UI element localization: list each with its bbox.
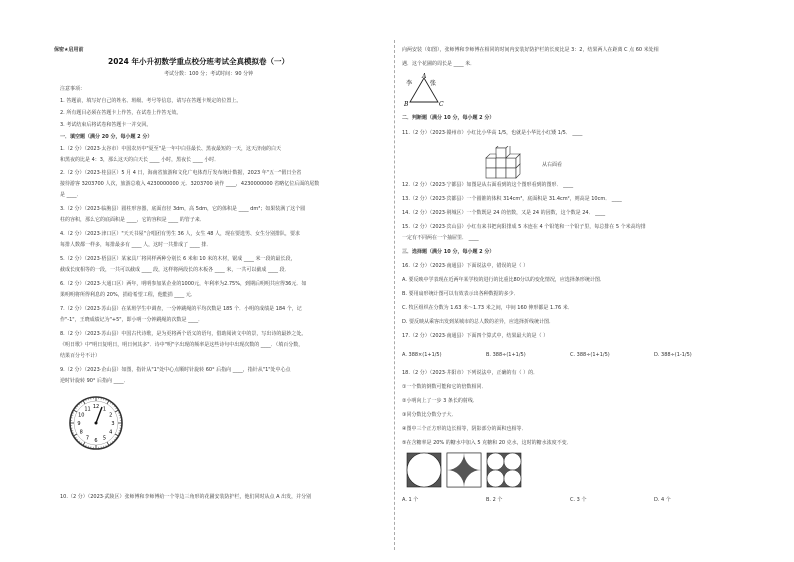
section3-heading: 三．选择题（满分 10 分，每小题 2 分） bbox=[402, 249, 495, 255]
cube-view-label: 从右面看 bbox=[542, 162, 563, 168]
question-line: 14.（2 分）（2023·荆城区）一个数既是 24 的倍数，又是 24 的因数，这个数是 24． ____ bbox=[402, 210, 606, 216]
statement-line: ②小明向上了一步 3 条长的射线． bbox=[402, 398, 478, 404]
question-line: 柱的容积，那么它的底面积是 ____，它的容积是 ____ 的管子来． bbox=[60, 217, 205, 223]
statement-line: ①一个数的倒数可能和它的倍数相同． bbox=[402, 384, 487, 390]
option-line: B. 要用扇形统计图可以有效表示出各种数据的多少． bbox=[402, 291, 519, 297]
note-item: 1. 答题前，填写好自己的姓名、班级、考号等信息，请写在答题卡规定的位置上。 bbox=[60, 98, 242, 104]
question-line: 7.（2 分）（2023·苏山县）在某班学生中调查，一分钟跳绳的平均次数是 185 个．小明的成绩是 184 个，记 bbox=[60, 306, 302, 312]
question-line: 接待游客 3203700 人次，旅游总收入 4230000000 元．3203700 读作 ____，4230000000 省略亿位后面的尾数 bbox=[60, 181, 320, 187]
clock-numeral: 1 bbox=[102, 406, 107, 413]
question-line: 16.（2 分）（2023·南通县）下面说法中，错误的是（ ） bbox=[402, 263, 529, 269]
option-a: A. 388×(1+1/5) bbox=[402, 352, 442, 358]
option-c: C. 388÷(1+1/5) bbox=[570, 352, 610, 358]
option-b: B. 388÷(1+1/5) bbox=[486, 352, 526, 358]
left-column bbox=[54, 0, 390, 562]
clock-numeral: 12 bbox=[92, 404, 100, 410]
clock-numeral: 3 bbox=[111, 421, 115, 427]
question-line: 12.（2 分）（2023·宁都县）如图是从右面看到的这个图形看到的图形． ____ bbox=[402, 182, 574, 188]
question-line: 10.（2 分）（2023·武陵区）张师傅和李师傅给一个等边三角形的花圃安装防护栏，他们同时从点 A 出发，并分别 bbox=[60, 494, 312, 500]
question-line: 8.（2 分）（2023·苏山县）中国古代诗歌，是为更将两个语义的语句，借助阅读文中的景，写出诗的最妙之处。 bbox=[60, 331, 307, 337]
clock-numeral: 11 bbox=[84, 406, 91, 413]
question-line: 17.（2 分）（2023·南通县）下面四个算式中，结果最大的是（ ） bbox=[402, 333, 549, 339]
vertex-b-label: B bbox=[404, 101, 409, 108]
question-line: 和黑夜的比是 4：3，那么这天的白天长 ____ 小时，黑夜长 ____ 小时． bbox=[60, 157, 220, 163]
question-line: 13.（2 分）（2023·宾都县）一个圆锥的体积 314cm³，底面积是 31.4cm²，则高是 10cm． ____ bbox=[402, 196, 622, 202]
option-line: A. 要反映中学表现在近两年某学校的进行的比重比80分以的变化情况，应选择条形统计图． bbox=[402, 277, 605, 283]
question-line: 一定有不同两在一个抽屉里． ____ bbox=[402, 235, 479, 241]
section1-heading: 一．填空题（满分 20 分，每小题 2 分） bbox=[60, 134, 153, 140]
question-line: 《明日歌》中"明日复明日，明日何其多"．诗中"明"字出现的频率是这些诗句中出现次数的 ____．（填百分数， bbox=[60, 342, 304, 348]
right-column bbox=[402, 0, 740, 562]
triangle-figure bbox=[402, 72, 446, 108]
square-3 bbox=[487, 453, 521, 487]
question-line: 结果百分号不计） bbox=[60, 353, 101, 359]
option-a: A. 1 个 bbox=[402, 497, 419, 503]
question-line: 3.（2 分）（2023·临朐县）圆柱形容器，底面直径 3dm，高 5dm，它的体积是 ____ dm³；如果装满了这个圆 bbox=[60, 206, 306, 212]
vertex-c-label: C bbox=[439, 101, 444, 108]
vertex-a-label: A bbox=[422, 73, 427, 80]
column-divider bbox=[394, 40, 395, 550]
clock-numeral: 2 bbox=[109, 412, 113, 419]
clock-numeral: 7 bbox=[85, 435, 90, 442]
question-line: 是 ____． bbox=[60, 192, 82, 198]
clock-numeral: 10 bbox=[78, 412, 85, 419]
note-item: 2. 所有题目必须在答题卡上作答，在试卷上作答无效。 bbox=[60, 110, 182, 116]
question-line: 逆时针旋转 90° 后指向 ____． bbox=[60, 378, 129, 384]
cube-figure bbox=[484, 146, 534, 186]
note-item: 3. 考试结束后将试卷和答题卡一并交回。 bbox=[60, 122, 152, 128]
clock-numeral: 9 bbox=[77, 421, 81, 427]
question-line: 15.（2 分）（2023·宾山县）小红有来书把向阳排成 5 本连在 4 个铅笔和一个铅子里，每总排在 5 个米高均排 bbox=[402, 224, 646, 230]
question-line: 作"-1"，王晓成绩记为"+5"，即小明一分钟跳绳的次数是 ____． bbox=[60, 317, 204, 323]
question-line: 每排人数都一样多，每排最多有 ____ 人，这时一共排成了 ____ 排． bbox=[60, 242, 212, 248]
statement-line: ⑤在含糖率是 20% 的糖水中加入 5 克糖和 20 克水，这时的糖水浓度不变． bbox=[402, 440, 572, 446]
option-d: D. 388÷(1-1/5) bbox=[654, 352, 692, 358]
question-line: 6.（2 分）（2023·大通口区）两年，明明参加某企业的1000元，年利率为2.75%，到期后明明共应得36元．如 bbox=[60, 281, 307, 287]
statement-line: ④图中三个正方形的边长相等，阴影部分的面积也相等． bbox=[402, 426, 527, 432]
option-c: C. 3 个 bbox=[570, 497, 587, 503]
statement-line: ③同分数比分数分子大． bbox=[402, 412, 457, 418]
page-title: 2024 年小升初数学重点校分班考试全真模拟卷（一） bbox=[108, 57, 289, 66]
question-line: 向两安装（如图），张师傅和李师傅在相同的时间内安装好防护栏的长度比是 3：2，结果两人在距离 C 点 60 米处相 bbox=[402, 47, 659, 53]
question-line: 5.（2 分）（2023·梧县区）某家具厂将同样两种分别长 6 米和 10 米的木材，锯成 ____ 米一段的最长段， bbox=[60, 256, 296, 262]
clock-figure bbox=[68, 395, 124, 451]
question-line: 遇．这个花圃的周长是 ____ 米． bbox=[402, 61, 476, 67]
question-line: 9.（2 分）（2023·企山县）如图，指针从"1"处中心点顺时针旋转 60° 后指向 ____，指针从"1"处中心点 bbox=[60, 367, 291, 373]
option-line: C. 牧区组织在分数为 1.63 米～1.73 米之间，中间 160 伸形都是 1.76 米． bbox=[402, 305, 573, 311]
question-line: 4.（2 分）（2023·津口区）"天天书屋"合唱团有男生 36 人，女生 48 人，现在要选男、女生分别排队，要求 bbox=[60, 231, 301, 237]
option-b: B. 2 个 bbox=[486, 497, 503, 503]
question-line: 11.（2 分）（2023·赣州市）小红比小华高 1/5，也就是小华比小红矮 1/5． ____ bbox=[402, 130, 583, 136]
clock-numeral: 4 bbox=[109, 429, 113, 436]
exam-meta: 考试分数：100 分；考试时间：90 分钟 bbox=[164, 71, 254, 77]
worker-li-label: 李 bbox=[406, 80, 413, 87]
clock-numeral: 5 bbox=[102, 435, 107, 442]
section2-heading: 二．判断题（满分 10 分，每小题 2 分） bbox=[402, 115, 495, 121]
option-d: D. 4 个 bbox=[654, 497, 671, 503]
question-line: 18.（2 分）（2023·井阳市）下列说法中，正确的有（ ）的． bbox=[402, 370, 539, 376]
clock-numeral: 8 bbox=[79, 429, 83, 436]
question-line: 果明明将所得利息的 20%，捐给希望工程，他能捐 ____ 元． bbox=[60, 292, 196, 298]
worker-zhang-label: 张 bbox=[430, 80, 437, 87]
question-line: 2.（2 分）（2023·桂县区）5 月 4 日，海南省旅游和文化广电体育厅发布统计数据，2023 年"五一"假日全省 bbox=[60, 170, 302, 176]
clock-numeral: 6 bbox=[94, 438, 98, 444]
option-line: D. 要反映从乘客出发到某城市的总人数的差异，应选择折线统计图． bbox=[402, 319, 555, 325]
shaded-squares-figure bbox=[406, 452, 526, 488]
notes-heading: 注意事项： bbox=[60, 86, 86, 92]
secret-label: 保密★启用前 bbox=[54, 47, 84, 53]
question-line: 1.（2 分）（2023·太谷市）中国农历中"夏至"是一年中白昼最长、黑夜最短的一天，这天济南的白天 bbox=[60, 146, 281, 152]
question-line: 截成长度相等的一段，一共可以截成 ____ 段，这样将两段长的木板各 ____ 米，一共可以截成 ____ 段． bbox=[60, 267, 290, 273]
square-2 bbox=[447, 453, 481, 487]
